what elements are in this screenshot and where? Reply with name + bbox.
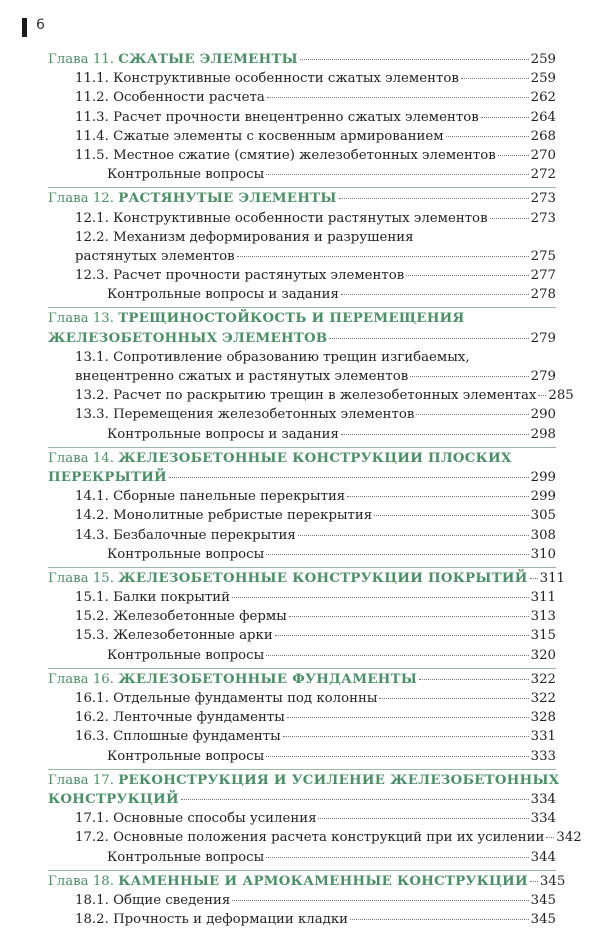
page-ref: 298 (530, 426, 556, 442)
section-number: 18.1. (75, 892, 109, 908)
section-heading (75, 386, 536, 405)
chapter-title: ЖЕЛЕЗОБЕТОННЫЕ ФУНДАМЕНТЫ (118, 671, 418, 687)
section-number: 15.2. (75, 609, 109, 625)
page-ref: 273 (530, 191, 556, 207)
chapter-prefix: Глава 15. (48, 570, 114, 586)
dot-leader (538, 395, 546, 396)
toc-chapter-entry (48, 307, 556, 328)
page-ref: 328 (530, 710, 556, 726)
chapter-heading-continued (48, 329, 327, 348)
questions-title: Контрольные вопросы и задания (107, 426, 339, 442)
page-ref: 270 (530, 147, 556, 163)
chapter-prefix: Глава 18. (48, 873, 114, 889)
page-ref: 320 (530, 647, 556, 663)
page-ref: 311 (530, 590, 556, 606)
chapter-heading (48, 569, 528, 588)
chapter-prefix: Глава 17. (48, 772, 114, 788)
dot-leader (283, 736, 529, 737)
dot-leader (374, 515, 528, 516)
page-ref: 299 (530, 469, 556, 485)
section-heading (75, 228, 413, 247)
section-number: 17.2. (75, 830, 109, 846)
dot-leader (318, 818, 528, 819)
section-number: 11.2. (75, 90, 109, 106)
chapter-heading (48, 50, 298, 69)
dot-leader (237, 256, 529, 257)
page-ref: 333 (530, 748, 556, 764)
dot-leader (419, 679, 529, 680)
section-number: 16.2. (75, 710, 109, 726)
page-ref: 331 (530, 729, 556, 745)
header-marker-bar (22, 18, 27, 37)
page-ref: 290 (530, 407, 556, 423)
page-ref: 322 (530, 691, 556, 706)
chapter-heading-continued (48, 468, 167, 487)
section-title: Основные способы усиления (113, 811, 317, 827)
questions-title: Контрольные вопросы (107, 546, 265, 562)
section-title: Безбалочные перекрытия (113, 527, 296, 543)
chapter-heading (48, 670, 417, 689)
toc-section-entry (48, 266, 556, 285)
section-heading (75, 526, 296, 545)
toc-questions-entry (48, 425, 556, 444)
chapter-title: СЖАТЫЕ ЭЛЕМЕНТЫ (118, 52, 298, 67)
dot-leader (298, 535, 529, 536)
section-title: Сжатые элементы с косвенным армированием (113, 128, 444, 144)
section-title: Сопротивление образованию трещин изгибаемых, (113, 349, 470, 365)
chapter-title: ЖЕЛЕЗОБЕТОННЫХ ЭЛЕМЕНТОВ (48, 330, 328, 346)
toc-section-entry (48, 607, 556, 626)
chapter-title: ПЕРЕКРЫТИЙ (48, 469, 167, 485)
section-number: 16.3. (75, 729, 109, 745)
chapter-title: ТРЕЩИНОСТОЙКОСТЬ И ПЕРЕМЕЩЕНИЯ (118, 311, 465, 327)
toc-questions-entry (48, 285, 556, 304)
section-title: Конструктивные особенности сжатых элементов (113, 71, 459, 87)
section-number: 11.1. (75, 71, 109, 87)
toc-section-entry (48, 828, 582, 847)
dot-leader (267, 97, 529, 98)
toc-section-entry (48, 910, 556, 929)
dot-leader (530, 881, 538, 882)
questions-title: Контрольные вопросы (107, 647, 265, 663)
toc-section-entry (48, 708, 556, 727)
section-title: Прочность и деформации кладки (113, 912, 349, 928)
chapter-prefix: Глава 11. (48, 52, 114, 67)
toc-chapter-entry (48, 870, 566, 891)
section-heading (75, 127, 444, 146)
page-ref: 279 (530, 330, 556, 346)
chapter-title: РАСТЯНУТЫЕ ЭЛЕМЕНТЫ (118, 191, 337, 207)
page-number: 6 (36, 17, 45, 33)
toc-section-entry (48, 228, 556, 247)
chapter-heading (48, 189, 337, 208)
page-ref: 262 (530, 90, 556, 106)
section-heading (75, 708, 285, 727)
toc-section-entry (48, 626, 556, 645)
toc-section-entry (48, 386, 574, 405)
section-title: Расчет прочности растянутых элементов (113, 268, 405, 284)
section-heading (75, 809, 316, 828)
dot-leader (275, 635, 529, 636)
section-number: 14.1. (75, 489, 109, 505)
dot-leader (481, 117, 529, 118)
section-number: 12.3. (75, 268, 109, 284)
section-number: 13.1. (75, 349, 109, 365)
chapter-heading (48, 309, 465, 328)
page-ref: 275 (530, 248, 556, 264)
toc-section-entry-continued (48, 367, 556, 386)
page-ref: 279 (530, 369, 556, 384)
dot-leader (266, 655, 528, 656)
section-title: Балки покрытий (113, 590, 230, 606)
section-number: 11.3. (75, 109, 109, 125)
dot-leader (169, 477, 529, 478)
chapter-prefix: Глава 12. (48, 191, 114, 207)
questions-title: Контрольные вопросы (107, 748, 265, 764)
chapter-title: РЕКОНСТРУКЦИЯ И УСИЛЕНИЕ ЖЕЛЕЗОБЕТОННЫХ (118, 772, 560, 788)
dot-leader (347, 496, 528, 497)
section-number: 15.1. (75, 590, 109, 606)
toc-section-entry-continued (48, 247, 556, 266)
toc-questions-entry (48, 545, 556, 564)
page-ref: 268 (530, 128, 556, 144)
page-ref: 310 (530, 546, 556, 562)
dot-leader (379, 698, 528, 699)
section-heading (75, 108, 479, 127)
section-title: Сборные панельные перекрытия (113, 489, 346, 505)
section-number: 14.3. (75, 527, 109, 543)
dot-leader (546, 837, 554, 838)
chapter-heading (48, 771, 559, 790)
toc-section-entry (48, 209, 556, 228)
section-heading (75, 828, 544, 847)
section-heading (75, 69, 459, 88)
toc-chapter-entry-continued (48, 468, 556, 487)
chapter-prefix: Глава 14. (48, 450, 114, 466)
section-heading (75, 266, 404, 285)
toc-questions-entry (48, 747, 556, 766)
page-ref: 315 (530, 628, 556, 644)
toc-chapter-entry (48, 567, 566, 588)
dot-leader (341, 434, 529, 435)
section-number: 13.2. (75, 388, 109, 404)
toc-chapter-entry (48, 668, 556, 689)
dot-leader (329, 338, 528, 339)
dot-leader (339, 198, 529, 199)
table-of-contents (48, 50, 582, 929)
page-ref: 345 (539, 873, 566, 889)
chapter-heading (48, 449, 512, 468)
section-number: 18.2. (75, 912, 109, 928)
section-heading (75, 209, 488, 228)
toc-section-entry (48, 727, 556, 746)
dot-leader (350, 919, 529, 920)
page-ref: 345 (530, 892, 556, 908)
page-ref: 273 (530, 210, 556, 226)
dot-leader (266, 554, 528, 555)
section-heading (75, 689, 377, 708)
page-ref: 344 (530, 849, 556, 865)
section-title: Железобетонные фермы (113, 609, 287, 625)
page-ref: 342 (556, 830, 582, 846)
dot-leader (181, 799, 529, 800)
toc-chapter-entry (48, 447, 556, 468)
dot-leader (232, 900, 528, 901)
dot-leader (406, 275, 528, 276)
toc-questions-entry (48, 848, 556, 867)
dot-leader (530, 578, 538, 579)
section-heading (75, 588, 230, 607)
toc-section-entry (48, 588, 556, 607)
toc-section-entry (48, 146, 556, 165)
section-number: 11.5. (75, 147, 109, 163)
page-ref: 308 (530, 527, 556, 543)
section-number: 11.4. (75, 128, 109, 144)
chapter-prefix: Глава 13. (48, 311, 114, 327)
dot-leader (232, 597, 529, 598)
toc-section-entry (48, 526, 556, 545)
toc-chapter-entry (48, 769, 560, 790)
chapter-title: ЖЕЛЕЗОБЕТОННЫЕ КОНСТРУКЦИИ ПОКРЫТИЙ (118, 570, 528, 586)
page-ref: 334 (530, 791, 556, 807)
page-ref: 322 (530, 671, 556, 687)
section-title-continued: растянутых элементов (75, 248, 235, 264)
section-heading (75, 891, 230, 910)
page-ref: 299 (530, 489, 556, 505)
chapter-prefix: Глава 16. (48, 671, 114, 687)
section-number: 12.1. (75, 210, 109, 226)
section-number: 14.2. (75, 508, 109, 524)
section-heading (75, 146, 496, 165)
toc-section-entry (48, 69, 556, 88)
section-heading (75, 348, 470, 367)
section-title: Отдельные фундаменты под колонны (113, 691, 378, 706)
questions-title: Контрольные вопросы (107, 849, 265, 865)
dot-leader (266, 174, 528, 175)
page-ref: 334 (530, 811, 556, 827)
questions-title: Контрольные вопросы (107, 167, 265, 183)
section-title: Общие сведения (113, 892, 231, 908)
section-number: 15.3. (75, 628, 109, 644)
toc-questions-entry (48, 646, 556, 665)
dot-leader (266, 857, 528, 858)
section-number: 17.1. (75, 811, 109, 827)
section-title: Конструктивные особенности растянутых элементов (113, 210, 488, 226)
toc-section-entry (48, 506, 556, 525)
section-number: 12.2. (75, 229, 109, 245)
page-ref: 259 (530, 52, 556, 67)
dot-leader (498, 155, 529, 156)
section-title: Монолитные ребристые перекрытия (113, 508, 373, 524)
section-heading (75, 910, 348, 929)
section-title: Особенности расчета (113, 90, 265, 106)
section-number: 16.1. (75, 691, 109, 706)
toc-section-entry (48, 487, 556, 506)
page-ref: 311 (539, 570, 566, 586)
questions-title: Контрольные вопросы и задания (107, 287, 339, 303)
toc-chapter-entry-continued (48, 329, 556, 348)
dot-leader (416, 414, 528, 415)
section-heading (75, 626, 273, 645)
page-ref: 264 (530, 109, 556, 125)
toc-chapter-entry (48, 50, 556, 69)
section-title: Расчет по раскрытию трещин в железобетонных элементах (113, 388, 537, 404)
dot-leader (266, 756, 528, 757)
toc-section-entry (48, 348, 556, 367)
page-ref: 345 (530, 912, 556, 928)
toc-section-entry (48, 88, 556, 107)
dot-leader (341, 294, 529, 295)
page-ref: 305 (530, 508, 556, 524)
toc-questions-entry (48, 165, 556, 184)
toc-chapter-entry (48, 187, 556, 208)
section-title: Ленточные фундаменты (113, 710, 285, 726)
page-ref: 313 (530, 609, 556, 625)
dot-leader (287, 717, 529, 718)
section-heading (75, 607, 287, 626)
page-ref: 285 (548, 388, 574, 404)
section-number: 13.3. (75, 407, 109, 423)
section-title: Расчет прочности внецентренно сжатых элементов (113, 109, 479, 125)
page-ref: 259 (530, 71, 556, 87)
section-heading (75, 88, 265, 107)
section-heading (75, 506, 372, 525)
chapter-heading-continued (48, 790, 179, 809)
section-title: Основные положения расчета конструкций при их усилении (113, 830, 545, 846)
section-title: Перемещения железобетонных элементов (113, 407, 415, 423)
section-heading (75, 487, 345, 506)
chapter-title: КОНСТРУКЦИЙ (48, 791, 179, 807)
dot-leader (446, 136, 529, 137)
page-ref: 277 (530, 268, 556, 284)
section-title-continued: внецентренно сжатых и растянутых элементов (75, 369, 409, 384)
page-ref: 278 (530, 287, 556, 303)
chapter-title: ЖЕЛЕЗОБЕТОННЫЕ КОНСТРУКЦИИ ПЛОСКИХ (118, 450, 512, 466)
toc-section-entry (48, 891, 556, 910)
section-heading (75, 405, 414, 424)
dot-leader (289, 616, 529, 617)
section-heading (75, 727, 281, 746)
toc-section-entry (48, 809, 556, 828)
dot-leader (490, 218, 529, 219)
toc-section-entry (48, 405, 556, 424)
chapter-title: КАМЕННЫЕ И АРМОКАМЕННЫЕ КОНСТРУКЦИИ (118, 873, 528, 889)
toc-section-entry (48, 108, 556, 127)
page-ref: 272 (530, 167, 556, 183)
toc-chapter-entry-continued (48, 790, 556, 809)
chapter-heading (48, 872, 528, 891)
section-title: Сплошные фундаменты (113, 729, 281, 745)
dot-leader (300, 59, 529, 60)
section-title: Железобетонные арки (113, 628, 273, 644)
toc-section-entry (48, 127, 556, 146)
section-title: Механизм деформирования и разрушения (113, 229, 414, 245)
dot-leader (461, 78, 529, 79)
toc-section-entry (48, 689, 556, 708)
section-title: Местное сжатие (смятие) железобетонных элементов (113, 147, 496, 163)
dot-leader (410, 376, 528, 377)
